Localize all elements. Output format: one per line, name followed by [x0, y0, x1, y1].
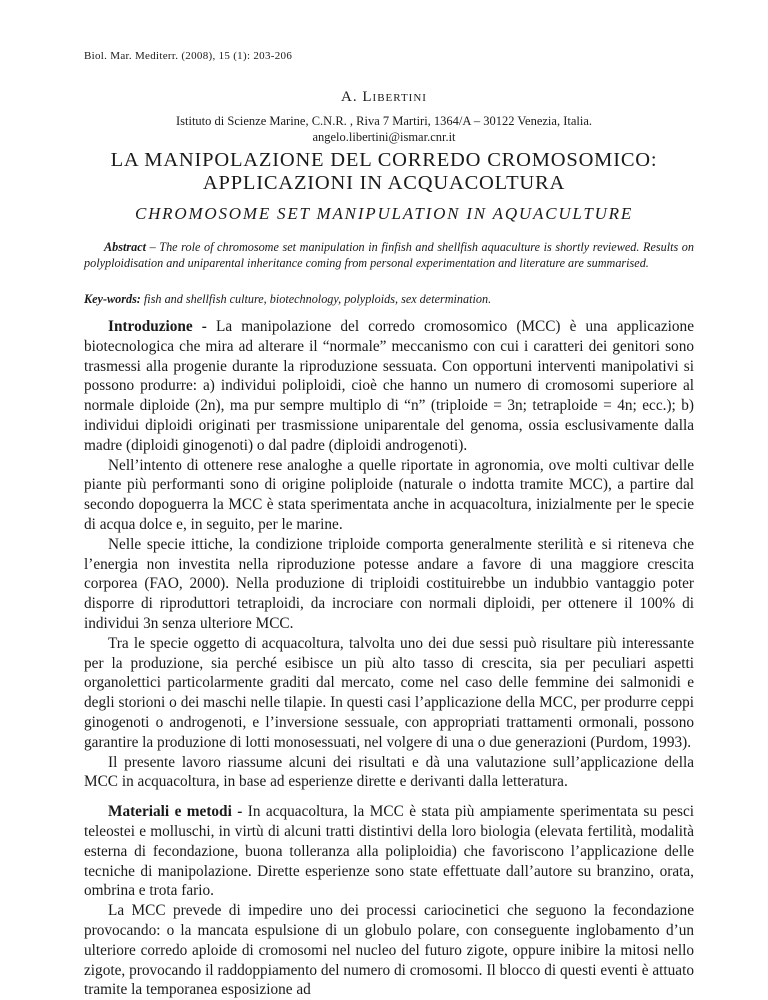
- keywords: [84, 292, 694, 307]
- intro-text-1: La manipolazione del corredo cromosomico (MCC) è una applicazione biotecnologica che mira ad alterare il “normale” meccanismo con cui i caratteri dei genitori sono trasmessi alla progenie durante la riproduzione sessuata. Con opportuni interventi manipolativi si possono produrre: a) individui poliploidi, cioè che hanno un numero di cromosomi superiore al normale diploide (2n), ma pur sempre multiplo di “n” (triploide = 3n; tetraploide = 4n; ecc.); b) individui diploidi originati per trasmissione uniparentale del genoma, ossia esclusivamente dalla madre (diploidi ginogenoti) o dal padre (diploidi androgenoti).: [84, 318, 694, 454]
- body-text: [84, 317, 694, 1000]
- methods-heading: Materiali e metodi -: [108, 803, 243, 821]
- title-line-2: APPLICAZIONI IN ACQUACOLTURA: [202, 172, 566, 194]
- intro-paragraph-2: Nell’intento di ottenere rese analoghe a quelle riportate in agronomia, ove molti cultivar delle piante più performanti sono di origine poliploide (naturale o indotta tramite MCC), a partire dal secondo dopoguerra la MCC è stata sperimentata anche in acquacoltura, inizialmente per le specie di acqua dolce e, in seguito, per le marine.: [84, 456, 694, 533]
- author-email: angelo.libertini@ismar.cnr.it: [312, 130, 456, 144]
- english-title: CHROMOSOME SET MANIPULATION IN AQUACULTURE: [134, 204, 634, 223]
- abstract-text: – The role of chromosome set manipulation in finfish and shellfish aquaculture is shortly reviewed. Results on polyploidisation and uniparental inheritance coming from personal experimentation and literature are summarised.: [84, 240, 694, 270]
- journal-reference: Biol. Mar. Mediterr. (2008), 15 (1): 203-206: [84, 50, 293, 62]
- keywords-label: Key-words:: [84, 292, 141, 306]
- author-name: A. Libertini: [341, 89, 427, 105]
- affiliation-address: Istituto di Scienze Marine, C.N.R. , Riva 7 Martiri, 1364/A – 30122 Venezia, Italia.: [175, 114, 592, 128]
- title-line-1: LA MANIPOLAZIONE DEL CORREDO CROMOSOMICO:: [110, 149, 658, 171]
- paper-title: [0, 149, 768, 195]
- methods-text-1: In acquacoltura, la MCC è stata più ampiamente sperimentata su pesci teleostei e molluschi, in virtù di alcuni tratti distintivi della loro biologia (elevata fertilità, modalità esterna di fecondazione, buona tolleranza alla poliploidia) che favoriscono l’applicazione delle tecniche di manipolazione. Dirette esperienze sono state effettuate dall’autore su branzino, orata, ombrina e trota fario.: [84, 803, 695, 900]
- intro-paragraph-4: Tra le specie oggetto di acquacoltura, talvolta uno dei due sessi può risultare più interessante per la produzione, sia perché esibisce un più alto tasso di crescita, sia per peculiari aspetti organolettici particolarmente graditi dal mercato, come nel caso delle femmine dei salmonidi e degli storioni o dei maschi nelle tilapie. In questi casi l’applicazione della MCC, per produrre ceppi ginogenoti o androgenoti, e l’inversione sessuale, con appropriati trattamenti ormonali, possono garantire la produzione di lotti monosessuati, nel volgere di una o due generazioni (Purdom, 1993).: [84, 634, 694, 751]
- affiliation: [0, 113, 768, 145]
- intro-heading: Introduzione -: [108, 318, 207, 335]
- intro-paragraph-3: Nelle specie ittiche, la condizione triploide comporta generalmente sterilità e si riteneva che l’energia non investita nella riproduzione potesse andare a favore di una maggiore crescita corporea (FAO, 2000). Nella produzione di triploidi costituirebbe un indubbio vantaggio poter disporre di riproduttori tetraploidi, da incrociare con normali diploidi, per ottenere il 100% di individui 3n senza ulteriore MCC.: [84, 535, 694, 632]
- abstract: [84, 240, 694, 271]
- abstract-label: Abstract: [104, 240, 146, 254]
- methods-paragraph-2: La MCC prevede di impedire uno dei processi cariocinetici che seguono la fecondazione provocando: o la mancata espulsione di un globulo polare, con conseguente inglobamento d’un ulteriore corredo aploide di cromosomi nel nucleo del futuro zigote, oppure inibire la mitosi nello zigote, provocando il raddoppiamento del numero di cromosomi. Il blocco di questi eventi è attuato tramite la temporanea esposizione ad: [84, 902, 694, 999]
- intro-paragraph-5: Il presente lavoro riassume alcuni dei risultati e dà una valutazione sull’applicazione della MCC in acquacoltura, in base ad esperienze dirette e derivanti dalla letteratura.: [84, 753, 694, 791]
- keywords-text: fish and shellfish culture, biotechnology, polyploids, sex determination.: [140, 292, 492, 306]
- intro-paragraph-1: [84, 317, 694, 456]
- methods-paragraph-1: [84, 802, 694, 901]
